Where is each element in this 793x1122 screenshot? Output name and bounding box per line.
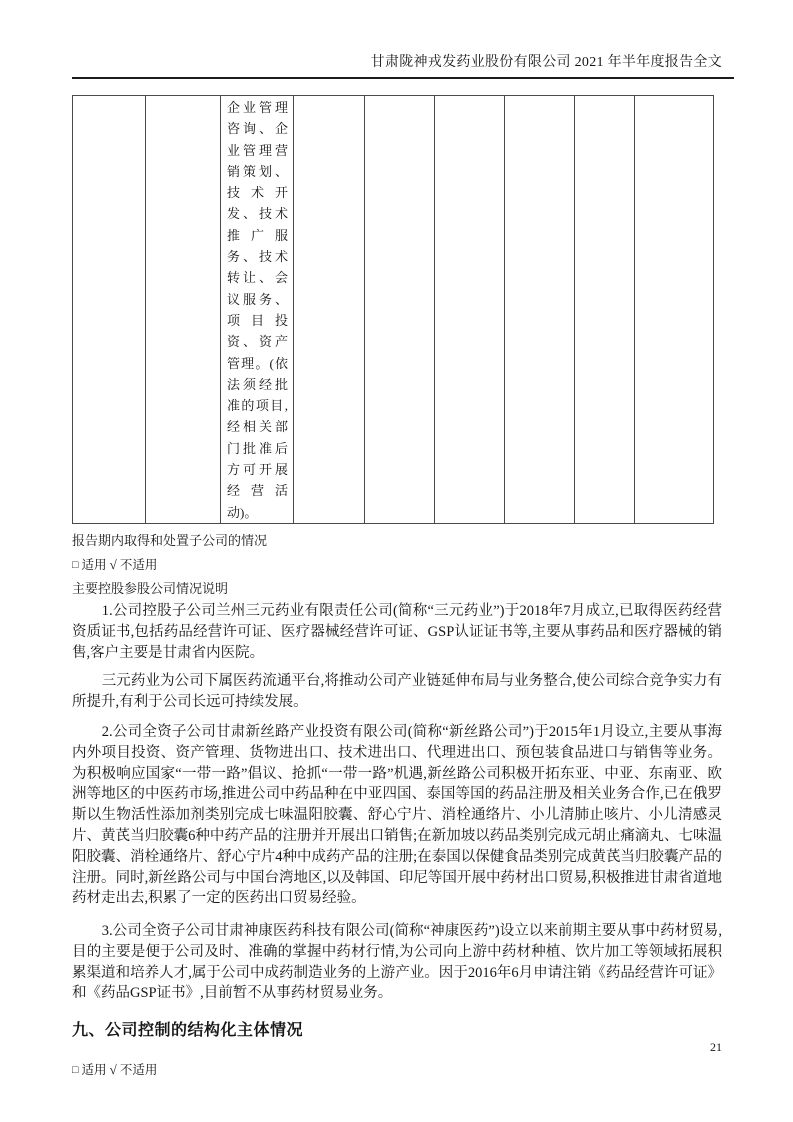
applicability-line [72,557,722,575]
not-applicable-label: 不适用 [119,1063,158,1078]
paragraph-sanyuan-platform: 三元药业为公司下属医药流通平台,将推动公司产业链延伸布局与业务整合,使公司综合竞争实力有所提升,有利于公司长远可持续发展。 [72,673,722,711]
table-cell-empty [575,96,635,524]
table-cell-empty [294,96,365,524]
subsidiaries-table [72,95,714,524]
checkbox-empty-icon: □ [72,1065,79,1077]
not-applicable-label: 不适用 [119,557,158,572]
paragraph-shenkang: 3.公司全资子公司甘肃神康医药科技有限公司(简称“神康医药”)设立以来前期主要从事中药材贸易,目的主要是便于公司及时、准确的掌握中药材行情,为公司向上游中药材种植、饮片加工等领域拓展积累渠道和培养人才,属于公司中成药制造业务的上游产业。因于2016年6月申请注销《药品经营许可证》和《药品GSP证书》,目前暂不从事药材贸易业务。 [72,923,722,1002]
section9-heading: 九、公司控制的结构化主体情况 [72,1022,304,1040]
paragraph-silkroad: 2.公司全资子公司甘肃新丝路产业投资有限公司(简称“新丝路公司”)于2015年1月设立,主要从事海内外项目投资、资产管理、货物进出口、技术进出口、代理进出口、预包装食品进口与销售等业务。为积极响应国家“一带一路”倡议、抢抓“一带一路”机遇,新丝路公司积极开拓东亚、中亚、东南亚、欧洲等地区的中医药市场,推进公司中药品种在中亚四国、泰国等国的药品注册及相关业务合作,已在俄罗斯以生物活性添加剂类别完成七味温阳胶囊、舒心宁片、消栓通络片、小儿清肺止咳片、小儿清感灵片、黄芪当归胶囊6种中药产品的注册并开展出口销售;在新加坡以药品类别完成元胡止痛滴丸、七味温阳胶囊、消栓通络片、舒心宁片4种中成药产品的注册;在泰国以保健食品类别完成黄芪当归胶囊产品的注册。同时,新丝路公司与中国台湾地区,以及韩国、印尼等国开展中药材出口贸易,积极推进甘肃省道地药材走出去,积累了一定的医药出口贸易经验。 [72,723,722,907]
checkbox-empty-icon: □ [72,559,79,571]
table-cell-empty [365,96,435,524]
applicable-label: 适用 [81,557,107,572]
table-cell-empty [505,96,575,524]
applicability-line [72,1062,722,1080]
table-cell-empty [635,96,714,524]
page-number: 21 [710,1040,722,1054]
table-cell-empty [73,96,146,524]
check-mark-icon: √ [109,556,117,572]
applicable-label: 适用 [81,1063,107,1078]
business-scope-cell: 企业管理咨询、企业管理营销策划、技术开发、技术推广服务、技术转让、会议服务、项目投资、资产管理。(依法须经批准的项目,经相关部门批准后方可开展经营活动)。 [221,96,294,524]
table-row [73,96,714,524]
table-cell-empty [146,96,221,524]
holding-note-title: 主要控股参股公司情况说明 [72,580,229,596]
subsidiaries-section-title: 报告期内取得和处置子公司的情况 [72,532,268,548]
paragraph-sanyuan-intro: 1.公司控股子公司兰州三元药业有限责任公司(简称“三元药业”)于2018年7月成立,已取得医药经营资质证书,包括药品经营许可证、医疗器械经营许可证、GSP认证证书等,主要从事药品和医疗器械的销售,客户主要是甘肃省内医院。 [72,602,722,661]
table-cell-empty [435,96,505,524]
header-divider [72,77,734,79]
check-mark-icon: √ [109,1062,117,1078]
document-header-title: 甘肃陇神戎发药业股份有限公司 2021 年半年度报告全文 [370,55,722,70]
